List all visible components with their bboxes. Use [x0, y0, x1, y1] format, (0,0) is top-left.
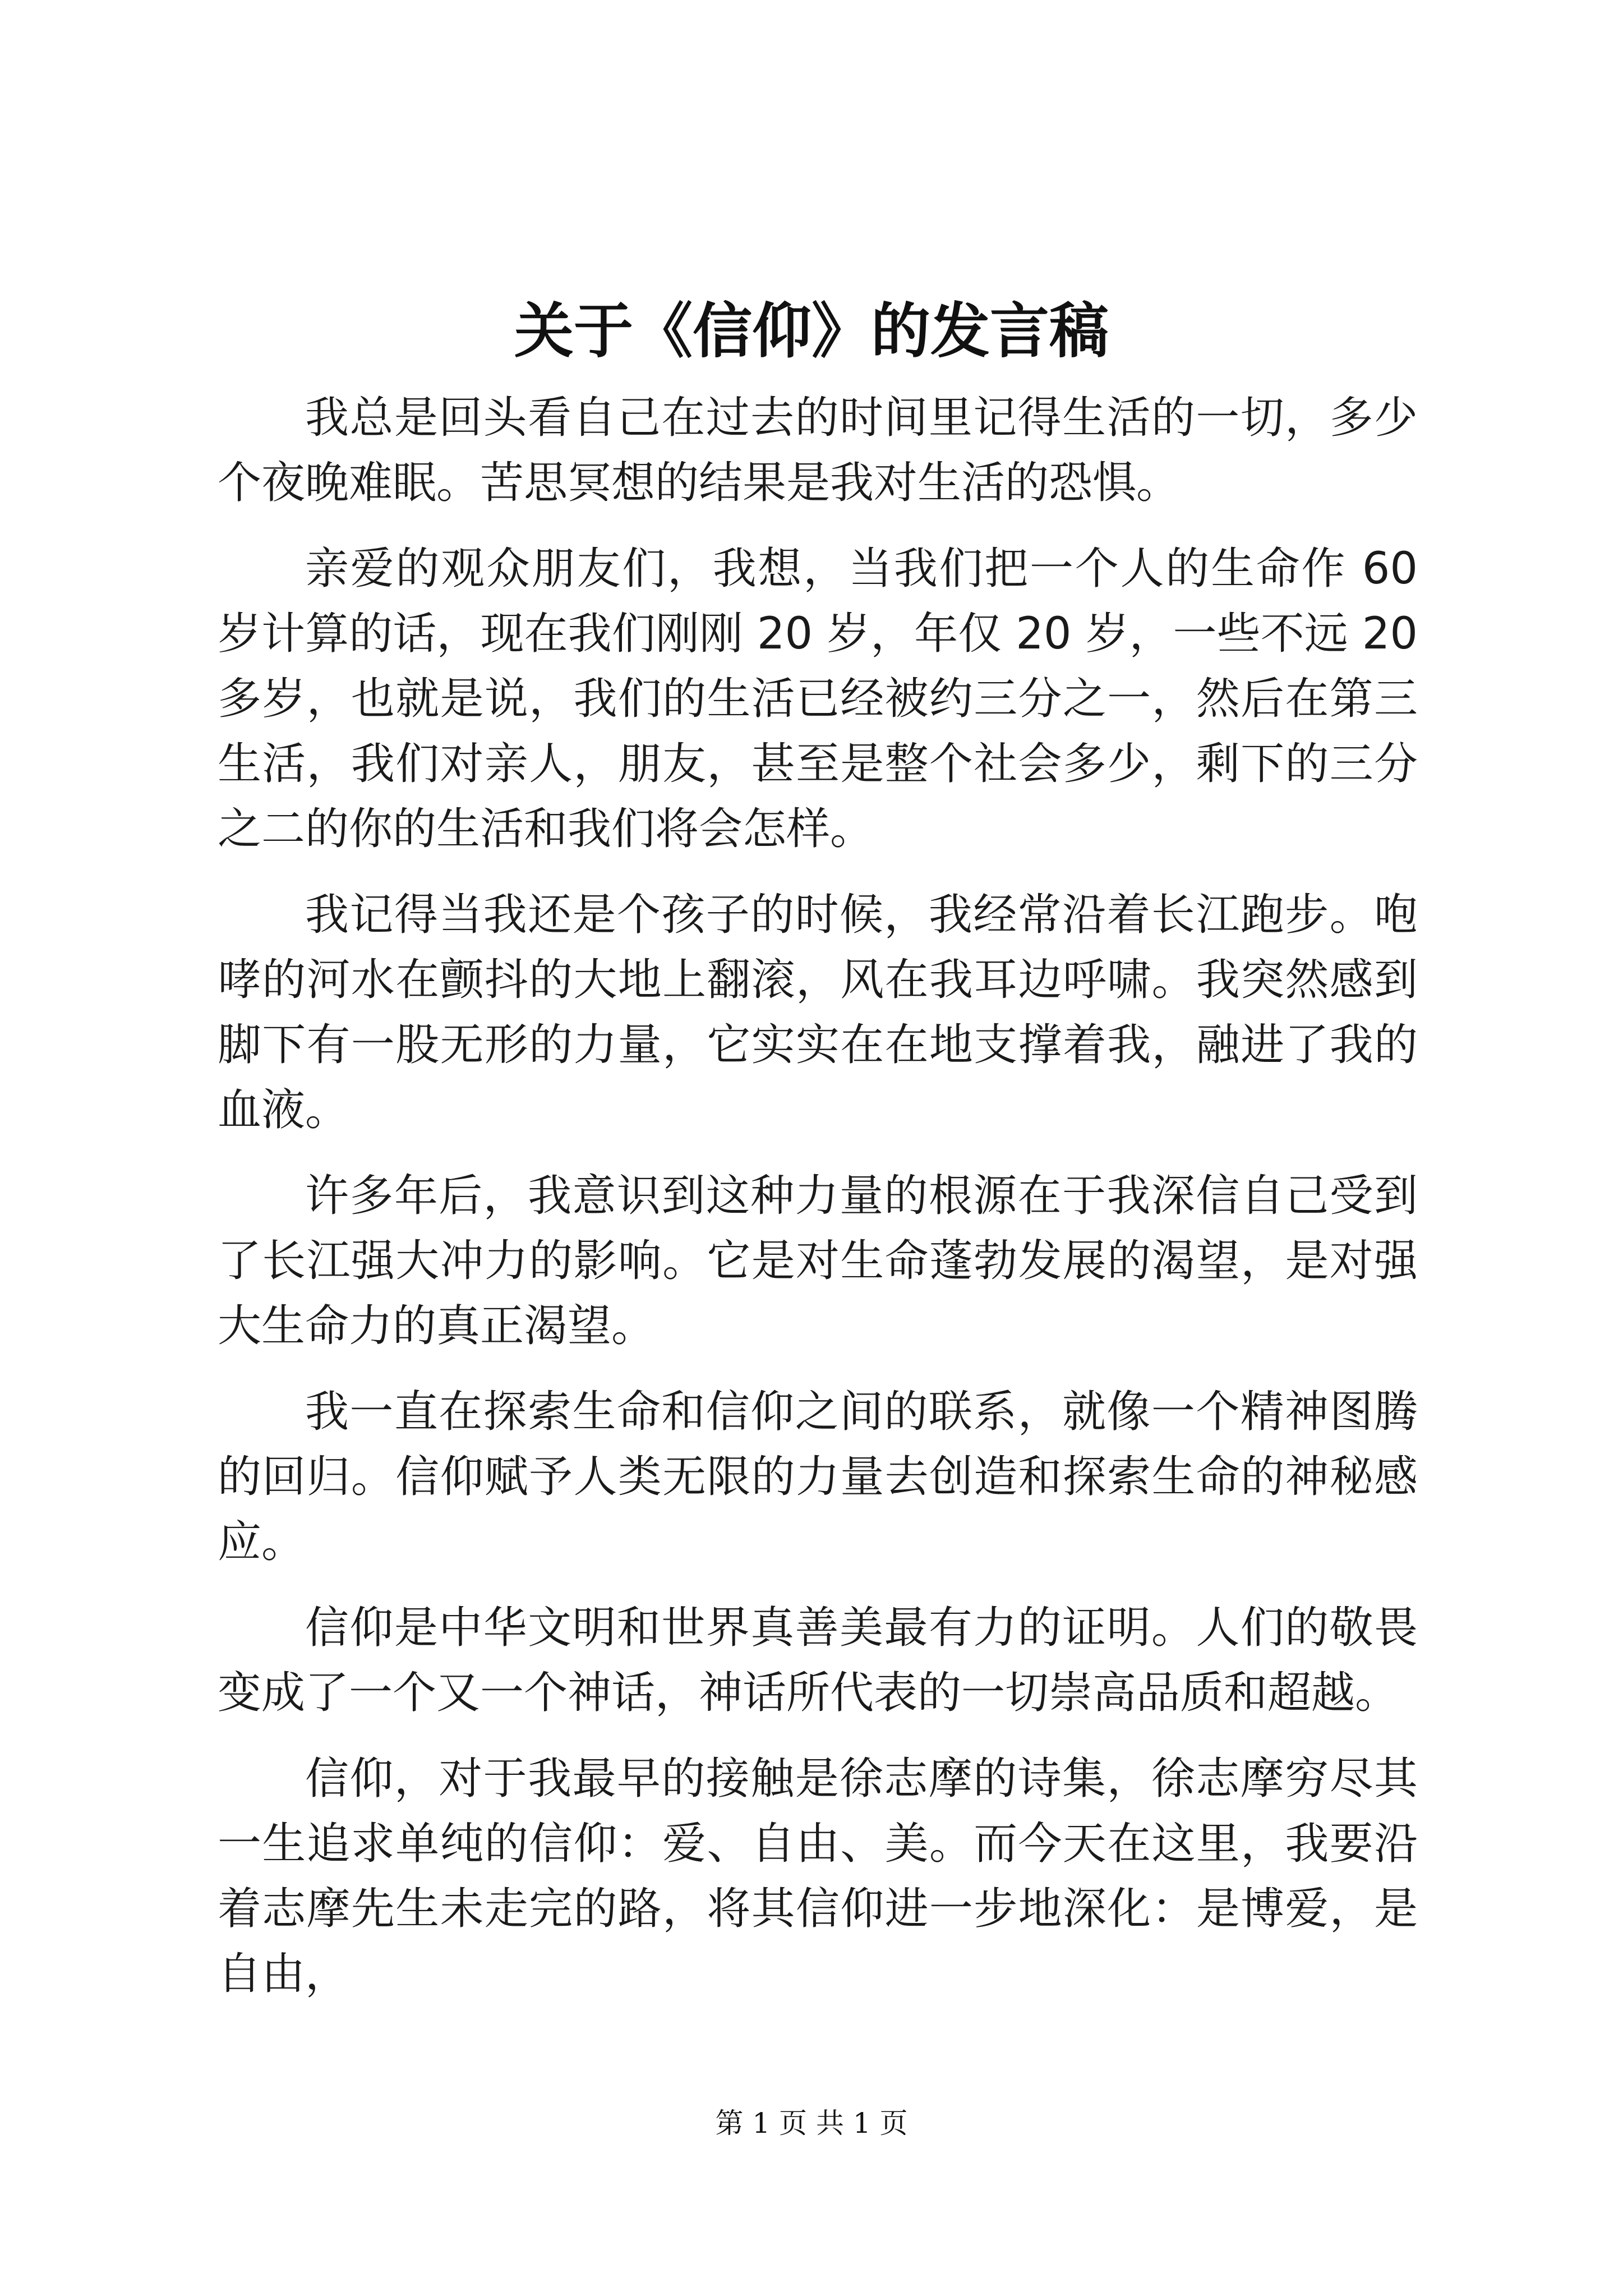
document-body — [218, 385, 1418, 2027]
paragraph: 信仰，对于我最早的接触是徐志摩的诗集，徐志摩穷尽其一生追求单纯的信仰：爱、自由、美。而今天在这里，我要沿着志摩先生未走完的路，将其信仰进一步地深化：是博爱，是自由， — [218, 1754, 1418, 1999]
paragraph: 我记得当我还是个孩子的时候，我经常沿着长江跑步。咆哮的河水在颤抖的大地上翻滚，风在我耳边呼啸。我突然感到脚下有一股无形的力量，它实实在在地支撑着我，融进了我的血液。 — [218, 890, 1418, 1135]
paragraph: 我总是回头看自己在过去的时间里记得生活的一切，多少个夜晚难眠。苦思冥想的结果是我对生活的恐惧。 — [218, 393, 1418, 508]
paragraph: 我一直在探索生命和信仰之间的联系，就像一个精神图腾的回归。信仰赋予人类无限的力量去创造和探索生命的神秘感应。 — [218, 1387, 1418, 1567]
document-title: 关于《信仰》的发言稿 — [514, 296, 1109, 366]
paragraph: 许多年后，我意识到这种力量的根源在于我深信自己受到了长江强大冲力的影响。它是对生命蓬勃发展的渴望，是对强大生命力的真正渴望。 — [218, 1171, 1418, 1351]
paragraph: 信仰是中华文明和世界真善美最有力的证明。人们的敬畏变成了一个又一个神话，神话所代表的一切崇高品质和超越。 — [218, 1603, 1418, 1718]
paragraph: 亲爱的观众朋友们，我想，当我们把一个人的生命作 60 岁计算的话，现在我们刚刚 20 岁，年仅 20 岁，一些不远 20 多岁，也就是说，我们的生活已经被约三分之一，然后在第三生活，我们对亲人，朋友，甚至是整个社会多少，剩下的三分之二的你的生活和我们将会怎样。 — [218, 544, 1418, 854]
page-number-footer: 第 1 页 共 1 页 — [715, 2107, 908, 2139]
